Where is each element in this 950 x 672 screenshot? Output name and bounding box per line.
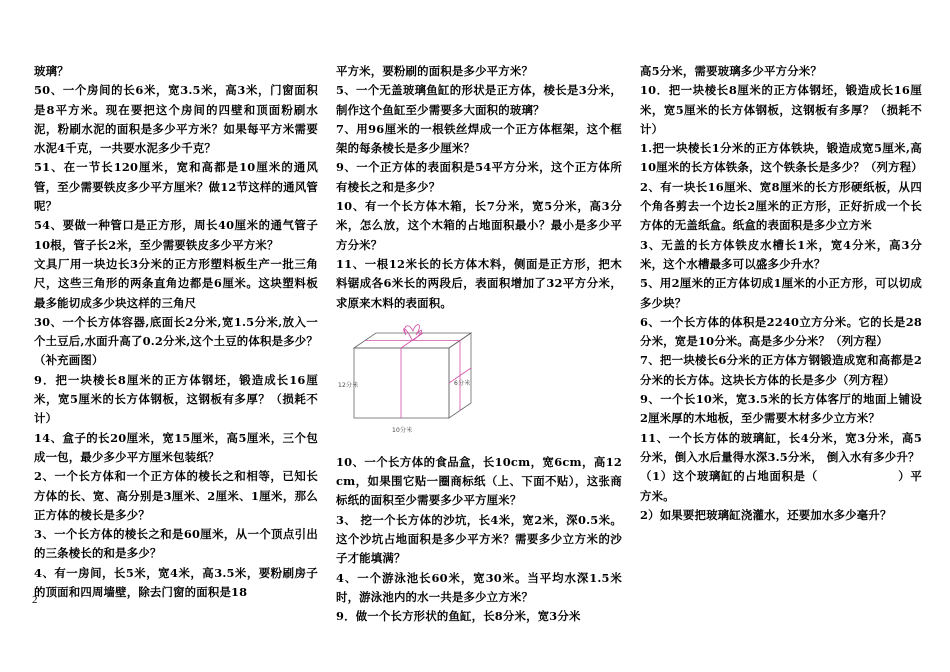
question-14: 14、盒子的长20厘米，宽15厘米，高5厘米，三个包成一包，最少多少平方厘米包装纸？ <box>34 430 318 464</box>
ribbon-bow <box>404 324 422 339</box>
question-9-cube: 9、一个正方体的表面积是54平方分米，这个正方体所有棱长之和是多少？ <box>336 160 622 194</box>
question-10-steel: 10．把一块棱长8厘米的正方体钢坯，锻造成长16厘米，宽5厘米的长方体钢板，这钢板有多厚？（损耗不计） <box>640 83 922 136</box>
column-left <box>34 62 318 602</box>
question-3-sandpit: 3、 挖一个长方体的沙坑，长4米，宽2米，深0.5米。这个沙坑占地面积是多少平方米？需要多少立方米的沙子才能填满？ <box>336 512 622 566</box>
question-3-water-trough: 3、无盖的长方体铁皮水槽长1米，宽4分米，高3分米，这个水槽最多可以盛多少升水？ <box>640 237 922 271</box>
dimension-label-height: 12分米 <box>338 381 359 389</box>
column-middle <box>336 62 622 627</box>
column-right <box>640 62 922 525</box>
question-51: 51、在一节长120厘米，宽和高都是10厘米的通风管，至少需要铁皮多少平方厘米？做12节这样的通风管呢？ <box>34 160 318 214</box>
question-1-iron-bar: 1.把一块棱长1分米的正方体铁块，锻造成宽5厘米,高10厘米的长方体铁条，这个铁条长是多少？（列方程） <box>640 141 923 175</box>
question-triangle-ruler: 文具厂用一块边长3分米的正方形塑料板生产一批三角尺，这些三角形的两条直角边都是6厘米。这块塑料板最多能切成多少块这样的三角尺 <box>34 256 318 310</box>
question-11-part-2: 2）如果要把玻璃缸浇灌水，还要加水多少毫升？ <box>640 507 892 522</box>
page-number: 2 <box>32 594 38 606</box>
question-11-part-1: （1）这个玻璃缸的占地面积是（ ）平方米。 <box>640 469 922 503</box>
question-5-fishtank: 5、一个无盖玻璃鱼缸的形状是正方体，棱长是3分米，制作这个鱼缸至少需要多大面积的玻璃？ <box>336 83 622 117</box>
question-7-wire: 7、用96厘米的一根铁丝焊成一个正方体框架，这个框架的每条棱长是多少厘米？ <box>336 121 622 156</box>
box-front-face <box>354 348 449 418</box>
question-11-glass-tank: 11、一个长方体的玻璃缸，长4分米，宽3分米，高5分米，倒入水后量得水深3.5分米， 倒入水有多少升？ <box>640 430 922 464</box>
question-4-room: 4、有一房间，长5米，宽4米，高3.5米，要粉刷房子的顶面和四周墙壁，除去门窗的面积是18 <box>34 565 318 600</box>
question-2: 2、一个长方体和一个正方体的棱长之和相等，已知长方体的长、宽、高分别是3厘米、2厘米、1厘米，那么正方体的棱长是多少？ <box>34 469 318 522</box>
question-54: 54、要做一种管口是正方形，周长40厘米的通气管子10根，管子长2米，至少需要铁皮多少平方米？ <box>34 218 318 252</box>
dimension-label-length: 10分米 <box>392 426 413 434</box>
question-text: 玻璃？ <box>34 64 69 78</box>
question-continued: 高5分米，需要玻璃多少平方分米？ <box>640 64 822 78</box>
question-11-wood: 11、一根12米长的长方体木料，侧面是正方形，把木料锯成各6米长的两段后，表面积增加了32平方分米，求原来木料的表面积。 <box>336 256 622 310</box>
question-5-cube-cut: 5、用2厘米的正方体切成1厘米的小正方形，可以切成多少块？ <box>640 276 922 310</box>
question-9-floor: 9、一个长10米，宽3.5米的长方体客厅的地面上铺设2厘米厚的木地板，至少需要木材多少立方米？ <box>640 392 922 426</box>
dimension-label-width: 6分米 <box>454 379 471 387</box>
question-7-steel-bar: 7、把一块棱长6分米的正方体方钢锻造成宽和高都是2分米的长方体。这块长方体的长是多少（列方程） <box>640 353 922 387</box>
ribbon <box>365 324 471 417</box>
question-10-foodbox: 10、一个长方体的食品盒，长10cm，宽6cm，高12 cm，如果围它贴一圈商标纸（上、下面不贴），这张商标纸的面积至少需要多少平方厘米？ <box>336 454 622 508</box>
question-3: 3、一个长方体的棱长之和是60厘米，从一个顶点引出的三条棱长的和是多少？ <box>34 527 318 561</box>
question-continued: 平方米，要粉刷的面积是多少平方米？ <box>336 64 534 78</box>
question-50: 50、一个房间的长6米，宽3.5米，高3米，门窗面积是8平方米。现在要把这个房间的四壁和顶面粉刷水泥，粉刷水泥的面积是多少平方米？如果每平方米需要水泥4千克，一共要水泥多少千克？ <box>34 83 318 156</box>
gift-box-figure <box>336 313 622 453</box>
question-9-fishtank: 9．做一个长方形状的鱼缸，长8分米，宽3分米 <box>336 609 581 624</box>
question-9-steel: 9．把一块棱长8厘米的正方体钢坯，锻造成长16厘米，宽5厘米的长方体钢板，这钢板有多厚？（损耗不计） <box>34 372 318 426</box>
question-10-box: 10、有一个长方体木箱，长7分米，宽5分米，高3分米，怎么放，这个木箱的占地面积最小？最小是多少平方分米？ <box>336 199 622 252</box>
question-2-paper-box: 2、有一块长16厘米、宽8厘米的长方形硬纸板，从四个角各剪去一个边长2厘米的正方形，正好折成一个长方体的无盖纸盒。纸盒的表面积是多少立方米 <box>640 179 922 233</box>
question-6-volume: 6、一个长方体的体积是2240立方分米。它的长是28分米，宽是10分米。高是多少分米？（列方程） <box>640 314 922 349</box>
question-4-pool: 4、一个游泳池长60米，宽30米。当平均水深1.5米时，游泳池内的水一共是多少立方米？ <box>336 570 622 604</box>
question-30: 30、一个长方体容器,底面长2分米,宽1.5分米,放入一个土豆后,水面升高了0.2分米,这个土豆的体积是多少？（补充画图） <box>34 314 318 368</box>
gift-box-drawing <box>336 313 622 453</box>
